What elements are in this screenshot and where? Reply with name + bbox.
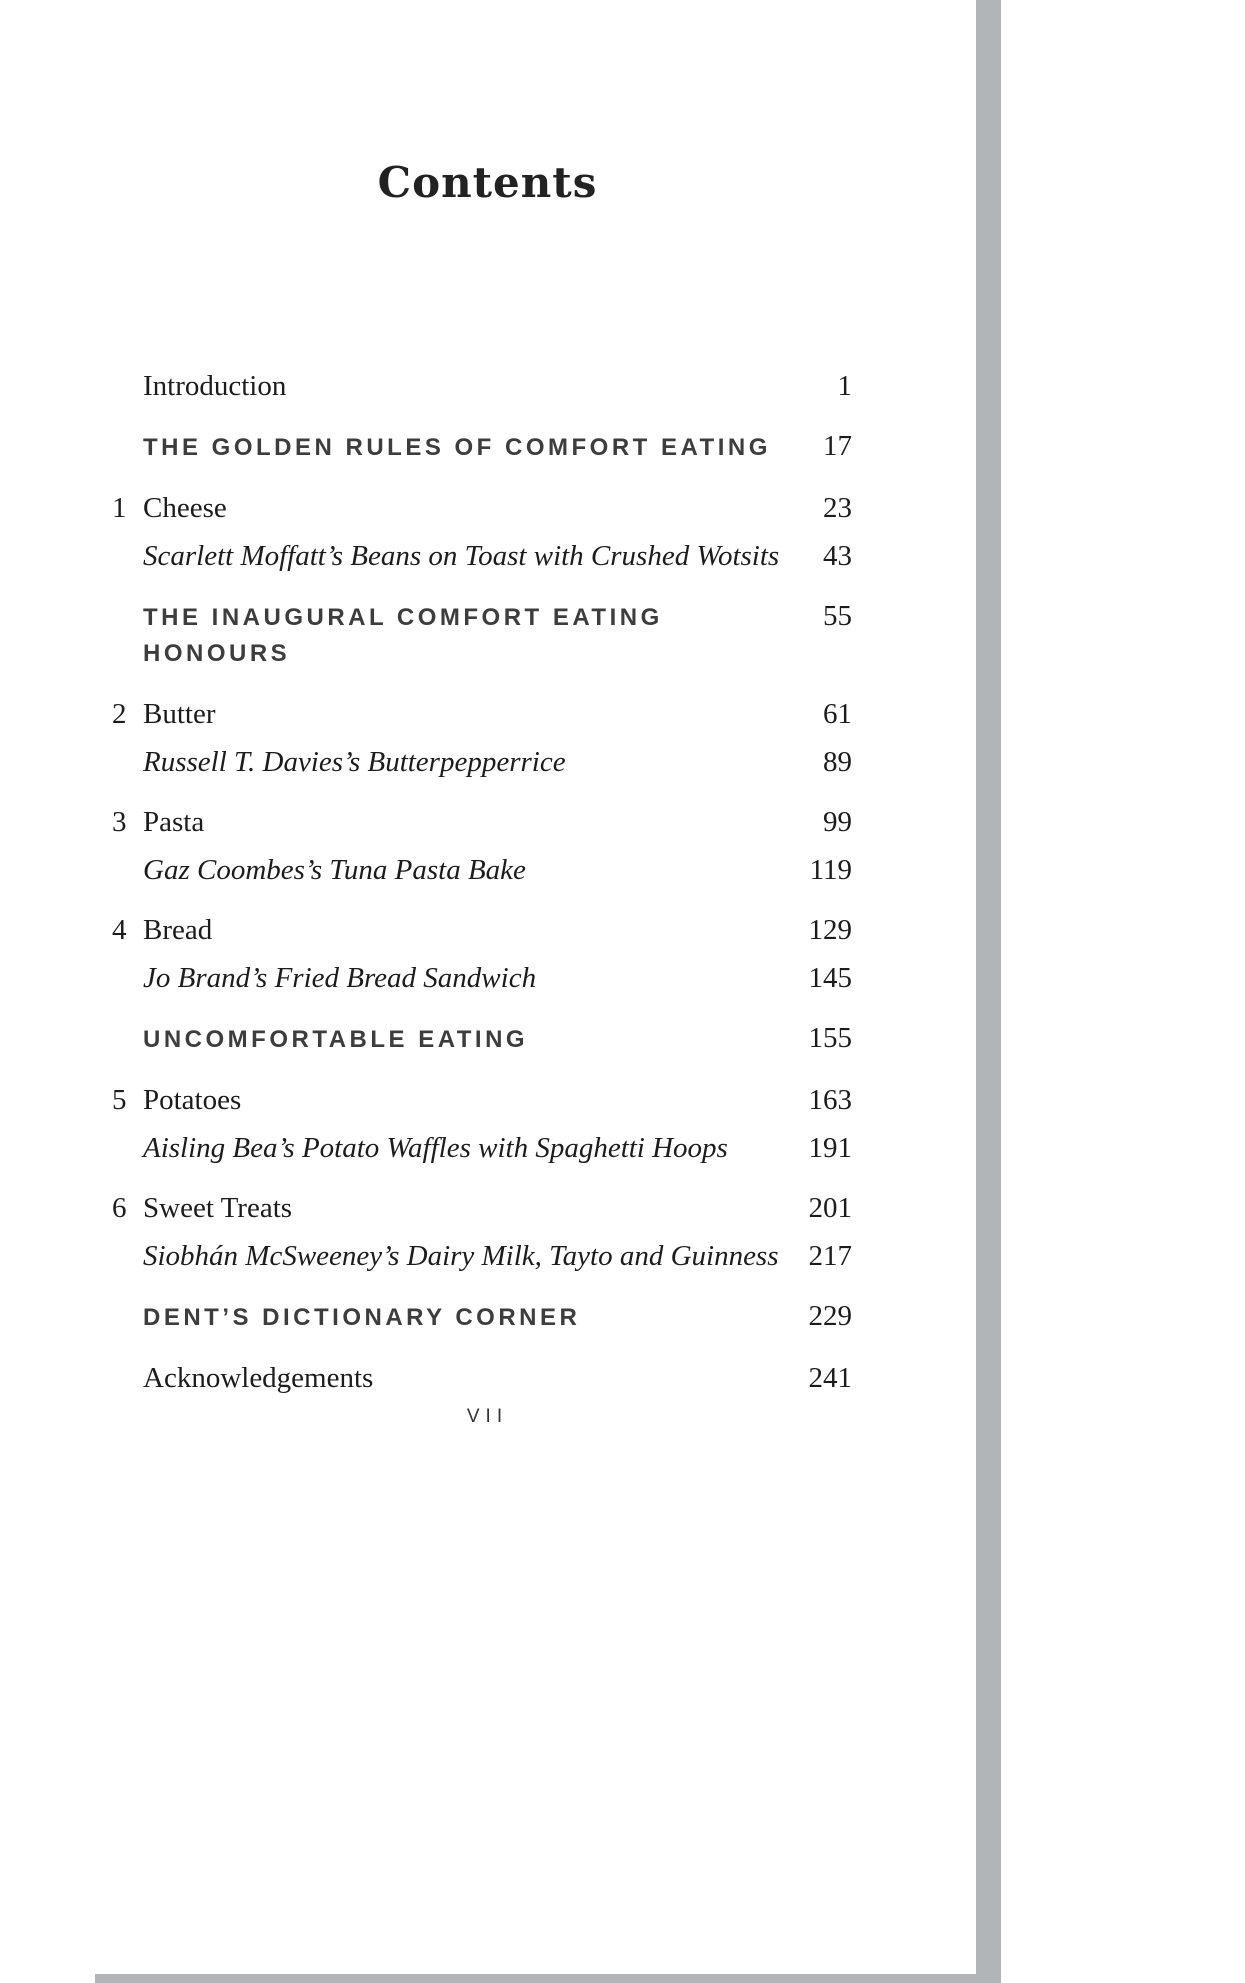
toc-entry-page-number: 119 (809, 854, 852, 886)
toc-entry (112, 1082, 852, 1118)
chapter-number: 4 (112, 914, 127, 946)
toc-entry (112, 1298, 852, 1336)
toc-entry-page-number: 145 (808, 962, 852, 994)
toc-entry-title: DENT’S DICTIONARY CORNER (143, 1304, 581, 1331)
toc-entry-page-number: 163 (808, 1084, 852, 1116)
toc-entry-page-number: 99 (823, 806, 852, 838)
toc-entry-page-number: 155 (808, 1022, 852, 1054)
toc-entry (112, 696, 852, 732)
toc-entry-page-number: 43 (823, 540, 852, 572)
table-of-contents (112, 368, 852, 1396)
toc-entry-title: Cheese (143, 492, 227, 524)
toc-entry (112, 1190, 852, 1226)
folio-page-number: VII (466, 1406, 509, 1427)
toc-entry-title: UNCOMFORTABLE EATING (143, 1026, 529, 1053)
toc-entry (112, 368, 852, 404)
toc-entry-title: Jo Brand’s Fried Bread Sandwich (143, 962, 537, 994)
toc-entry-page-number: 17 (823, 430, 852, 462)
toc-entry-title: Pasta (143, 806, 205, 838)
chapter-number: 5 (112, 1084, 127, 1116)
toc-entry-page-number: 61 (823, 698, 852, 730)
toc-entry-page-number: 217 (808, 1240, 852, 1272)
toc-entry-page-number: 1 (837, 370, 852, 402)
page-title: Contents (377, 158, 598, 207)
toc-entry-title: Potatoes (143, 1084, 242, 1116)
toc-entry-title: Butter (143, 698, 216, 730)
toc-entry (112, 744, 852, 780)
toc-entry (112, 1238, 852, 1274)
toc-entry (112, 1020, 852, 1058)
toc-entry-title: Sweet Treats (143, 1192, 293, 1224)
toc-entry (112, 960, 852, 996)
page-edge-shadow-bottom (95, 1974, 985, 1983)
page-edge-shadow-right (976, 0, 1001, 1983)
toc-entry-page-number: 229 (808, 1300, 852, 1332)
toc-entry (112, 852, 852, 888)
toc-entry-title: THE INAUGURAL COMFORT EATING HONOURS (143, 604, 663, 667)
chapter-number: 2 (112, 698, 127, 730)
toc-entry-page-number: 129 (808, 914, 852, 946)
toc-entry (112, 428, 852, 466)
toc-entry (112, 1360, 852, 1396)
toc-entry (112, 804, 852, 840)
toc-entry-title: Siobhán McSweeney’s Dairy Milk, Tayto and Guinness (143, 1240, 779, 1272)
toc-entry-title: Acknowledgements (143, 1362, 374, 1394)
toc-entry-page-number: 23 (823, 492, 852, 524)
toc-entry (112, 912, 852, 948)
toc-entry-page-number: 89 (823, 746, 852, 778)
toc-entry (112, 598, 852, 672)
toc-entry-title: THE GOLDEN RULES OF COMFORT EATING (143, 434, 771, 461)
toc-entry-title: Russell T. Davies’s Butterpepperrice (143, 746, 566, 778)
toc-entry-page-number: 191 (808, 1132, 852, 1164)
toc-entry-title: Aisling Bea’s Potato Waffles with Spaghetti Hoops (143, 1132, 728, 1164)
toc-entry-page-number: 55 (823, 600, 852, 632)
toc-entry-title: Bread (143, 914, 213, 946)
toc-entry-page-number: 201 (808, 1192, 852, 1224)
toc-entry-title: Introduction (143, 370, 287, 402)
chapter-number: 6 (112, 1192, 127, 1224)
toc-entry-title: Scarlett Moffatt’s Beans on Toast with Crushed Wotsits (143, 540, 780, 572)
toc-entry-page-number: 241 (808, 1362, 852, 1394)
toc-entry-title: Gaz Coombes’s Tuna Pasta Bake (143, 854, 526, 886)
chapter-number: 1 (112, 492, 127, 524)
toc-entry (112, 1130, 852, 1166)
toc-entry (112, 538, 852, 574)
chapter-number: 3 (112, 806, 127, 838)
toc-entry (112, 490, 852, 526)
